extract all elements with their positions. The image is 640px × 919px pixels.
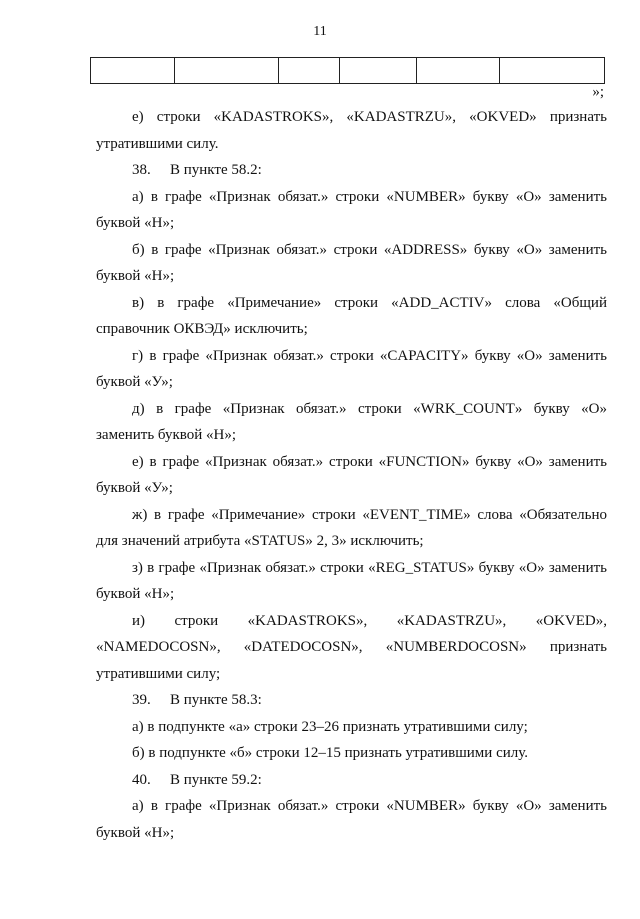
paragraph-text: В пункте 59.2: bbox=[170, 771, 262, 788]
amendment-paragraph bbox=[96, 502, 607, 555]
paragraph-text: г) в графе «Признак обязат.» строки «CAPACITY» букву «О» заменить буквой «У»; bbox=[96, 347, 607, 390]
paragraph-text: а) в графе «Признак обязат.» строки «NUMBER» букву «О» заменить буквой «Н»; bbox=[96, 798, 607, 841]
amendment-paragraph bbox=[96, 555, 607, 608]
table-row bbox=[91, 58, 605, 84]
amendment-paragraph bbox=[96, 793, 607, 846]
table-closing-quote: »; bbox=[592, 84, 604, 100]
residual-table bbox=[90, 57, 605, 84]
document-body bbox=[96, 104, 607, 846]
section-heading bbox=[96, 687, 607, 714]
paragraph-text: а) в подпункте «а» строки 23–26 признать утратившими силу; bbox=[132, 718, 528, 735]
amendment-paragraph bbox=[96, 237, 607, 290]
section-heading bbox=[96, 767, 607, 794]
paragraph-text: е) в графе «Признак обязат.» строки «FUNCTION» букву «О» заменить буквой «У»; bbox=[96, 453, 607, 496]
section-number: 38. bbox=[132, 162, 151, 178]
amendment-paragraph bbox=[96, 184, 607, 237]
paragraph-text: В пункте 58.3: bbox=[170, 692, 262, 708]
paragraph-text: з) в графе «Признак обязат.» строки «REG_STATUS» букву «О» заменить буквой «Н»; bbox=[96, 559, 607, 602]
table-cell bbox=[175, 58, 279, 84]
table-cell bbox=[500, 58, 605, 84]
amendment-paragraph bbox=[96, 104, 607, 157]
paragraph-text: в) в графе «Примечание» строки «ADD_ACTIV» слова «Общий справочник ОКВЭД» исключить; bbox=[96, 294, 607, 337]
paragraph-text: б) в подпункте «б» строки 12–15 признать утратившими силу. bbox=[132, 745, 528, 761]
paragraph-text: б) в графе «Признак обязат.» строки «ADDRESS» букву «О» заменить буквой «Н»; bbox=[96, 241, 607, 284]
amendment-paragraph bbox=[96, 608, 607, 688]
paragraph-text: е) строки «KADASTROKS», «KADASTRZU», «OKVED» признать утратившими силу. bbox=[96, 109, 607, 152]
amendment-paragraph bbox=[96, 290, 607, 343]
table-cell bbox=[279, 58, 340, 84]
paragraph-text: и) строки «KADASTROKS», «KADASTRZU», «OKVED», «NAMEDOCOSN», «DATEDOCOSN», «NUMBERDOCOSN» признать утратившими силу; bbox=[96, 612, 607, 682]
amendment-paragraph bbox=[96, 396, 607, 449]
section-heading bbox=[96, 157, 607, 184]
section-number: 39. bbox=[132, 692, 151, 708]
table-cell bbox=[91, 58, 175, 84]
amendment-paragraph bbox=[96, 714, 607, 741]
table-cell bbox=[417, 58, 500, 84]
section-number: 40. bbox=[132, 771, 151, 788]
paragraph-text: ж) в графе «Примечание» строки «EVENT_TIME» слова «Обязательно для значений атрибута «STATUS» 2, 3» исключить; bbox=[96, 506, 607, 549]
paragraph-text: д) в графе «Признак обязат.» строки «WRK_COUNT» букву «О» заменить буквой «Н»; bbox=[96, 400, 607, 443]
table-cell bbox=[340, 58, 417, 84]
amendment-paragraph bbox=[96, 449, 607, 502]
paragraph-text: В пункте 58.2: bbox=[170, 162, 262, 178]
amendment-paragraph bbox=[96, 343, 607, 396]
amendment-paragraph bbox=[96, 740, 607, 767]
page-number: 11 bbox=[313, 24, 327, 39]
paragraph-text: а) в графе «Признак обязат.» строки «NUMBER» букву «О» заменить буквой «Н»; bbox=[96, 188, 607, 231]
